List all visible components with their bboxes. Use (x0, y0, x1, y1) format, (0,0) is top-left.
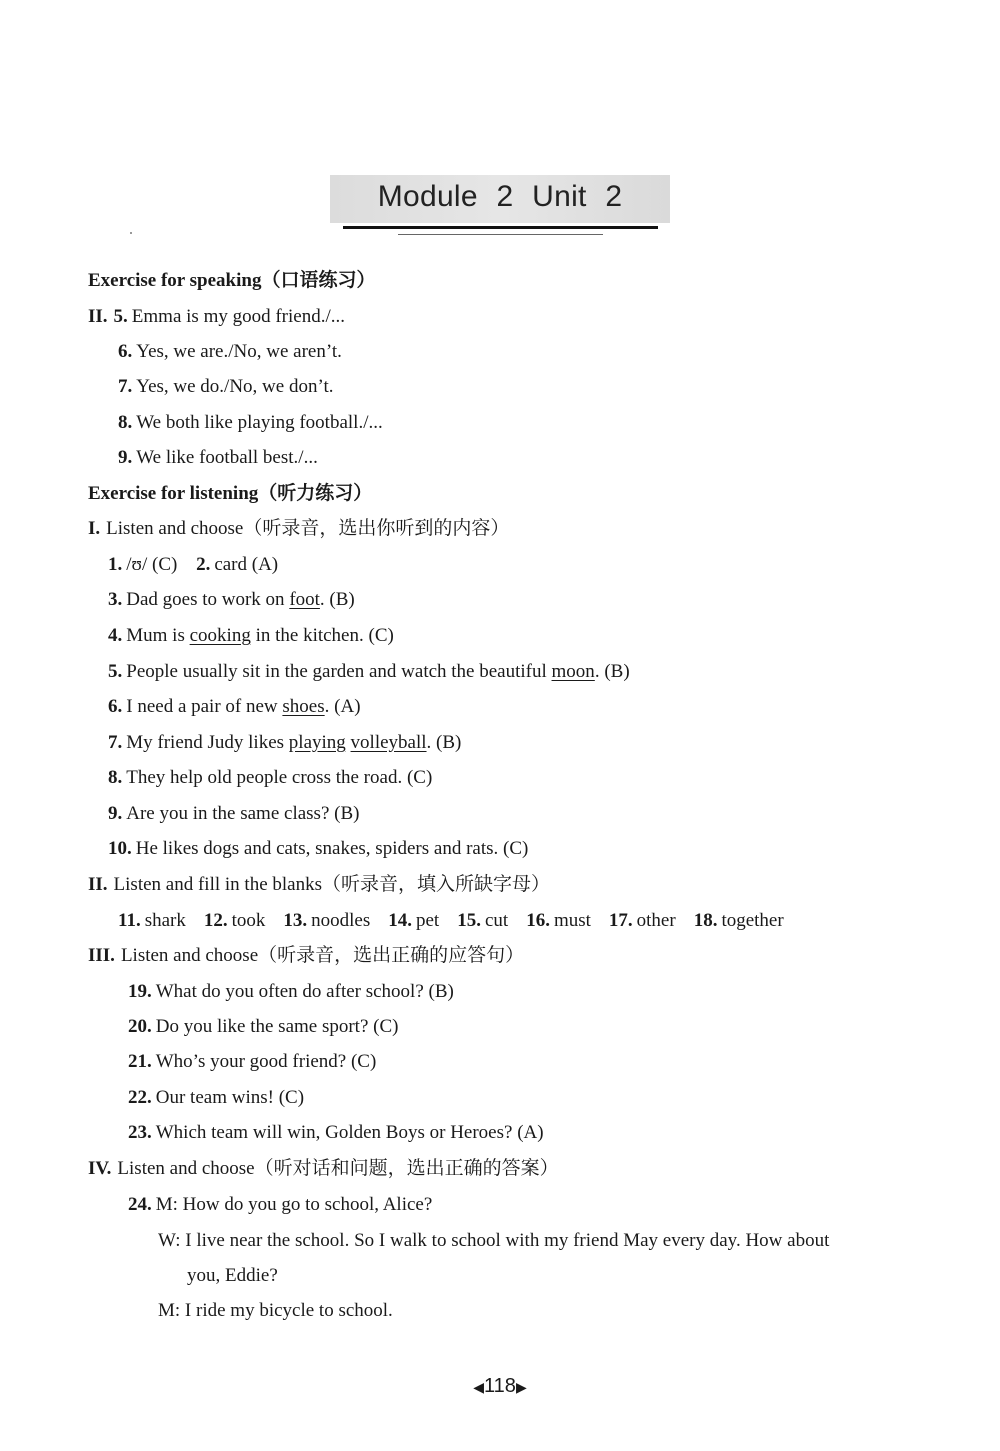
speaking-heading: Exercise for speaking（口语练习） (88, 270, 376, 291)
item-number: 15. (457, 910, 481, 931)
dialogue-line-4: M: I ride my bicycle to school. (158, 1300, 393, 1321)
item-text-end: . (B) (319, 589, 355, 610)
item-number: 11. (118, 910, 141, 931)
listening-item-6 (108, 695, 361, 719)
item-number: 9. (118, 447, 133, 468)
item-text-end: . (B) (594, 661, 630, 682)
title-underline (343, 226, 658, 229)
item-text: Emma is my good friend./... (131, 306, 345, 327)
underlined-word: volleyball (350, 732, 427, 753)
item-text: card (A) (214, 554, 279, 575)
underlined-word: playing (288, 732, 346, 753)
dialogue-line-3: you, Eddie? (187, 1265, 278, 1286)
item-number: 4. (108, 625, 123, 646)
blank-item-14 (388, 910, 439, 931)
blank-item-17 (609, 910, 676, 931)
blank-word: other (636, 910, 676, 931)
underlined-word: moon (551, 661, 595, 682)
item-number: 8. (118, 412, 133, 433)
item-text: We like football best./... (136, 447, 318, 468)
listening-item-21 (128, 1050, 376, 1074)
blank-item-15 (457, 910, 508, 931)
item-number: 13. (283, 910, 308, 931)
item-number: 23. (128, 1122, 152, 1143)
listening-item-10 (108, 837, 528, 861)
item-number: 2. (196, 554, 211, 575)
item-number: 12. (203, 910, 228, 931)
speaking-item-8 (118, 411, 383, 435)
blank-item-16 (526, 910, 591, 931)
item-number: 1. (108, 554, 123, 575)
fill-blanks-row (118, 909, 802, 933)
listening-item-19 (128, 980, 454, 1004)
item-number: 7. (118, 376, 133, 397)
item-number: 5. (108, 661, 123, 682)
listening-item-3 (108, 588, 355, 612)
item-number: 16. (526, 910, 550, 931)
underlined-word: shoes (282, 696, 325, 717)
title-underline-thin (398, 234, 603, 235)
item-text: We both like playing football./... (136, 412, 383, 433)
listening-item-23 (128, 1121, 544, 1145)
item-number: 10. (108, 838, 132, 859)
item-text: Do you like the same sport? (C) (155, 1016, 399, 1037)
print-speck (130, 232, 132, 234)
listening-item-8 (108, 766, 432, 790)
speaking-item-6 (118, 340, 342, 364)
blank-word: cut (484, 910, 509, 931)
item-number: 22. (128, 1087, 152, 1108)
right-triangle-icon: ▶ (515, 1379, 527, 1395)
instruction-text: Listen and fill in the blanks（听录音，填入所缺字母） (113, 874, 550, 895)
item-number: 6. (108, 696, 123, 717)
underlined-word: foot (289, 589, 320, 610)
listening-item-4 (108, 624, 394, 648)
listening-item-7 (108, 731, 461, 755)
blank-word: noodles (311, 910, 371, 931)
item-text: Mum is (126, 625, 190, 646)
instruction-text: Listen and choose（听录音，选出你听到的内容） (106, 518, 510, 539)
blank-word: together (721, 910, 784, 931)
listening-heading: Exercise for listening（听力练习） (88, 483, 373, 504)
speaking-item-5 (88, 305, 345, 329)
item-text-end: . (B) (426, 732, 462, 753)
blank-item-11 (118, 910, 186, 931)
item-text: Which team will win, Golden Boys or Heroes? (A) (155, 1122, 544, 1143)
item-number: 24. (128, 1194, 152, 1215)
item-number: 6. (118, 341, 133, 362)
item-text: Dad goes to work on (126, 589, 290, 610)
item-text: Yes, we are./No, we aren’t. (136, 341, 342, 362)
item-number: 21. (128, 1051, 152, 1072)
item-number: 19. (128, 981, 152, 1002)
listening-part2-instruction (88, 873, 550, 897)
page-number (0, 1375, 1000, 1398)
listening-part3-instruction (88, 944, 524, 968)
section-roman: I. (88, 518, 101, 539)
dialogue-line-1 (128, 1193, 432, 1217)
item-number: 3. (108, 589, 123, 610)
section-roman: IV. (88, 1158, 112, 1179)
blank-word: took (231, 910, 266, 931)
blank-item-12 (204, 910, 266, 931)
section-roman: II. (88, 874, 108, 895)
underlined-word: cooking (189, 625, 251, 646)
item-text: People usually sit in the garden and watch the beautiful (126, 661, 552, 682)
listening-item-9 (108, 802, 359, 826)
listening-item-22 (128, 1086, 304, 1110)
listening-part4-instruction (88, 1157, 559, 1181)
blank-item-13 (283, 910, 370, 931)
listening-item-20 (128, 1015, 398, 1039)
dialogue-line-2: W: I live near the school. So I walk to school with my friend May every day. How about (158, 1230, 830, 1251)
item-number: 9. (108, 803, 123, 824)
item-text: What do you often do after school? (B) (155, 981, 454, 1002)
speaking-item-9 (118, 446, 318, 470)
section-roman: III. (88, 945, 115, 966)
blank-word: must (553, 910, 591, 931)
item-number: 5. (113, 306, 128, 327)
speaking-item-7 (118, 375, 333, 399)
item-text: /ʊ/ (C) (126, 554, 178, 575)
item-text-end: in the kitchen. (C) (250, 625, 394, 646)
item-text-end: . (A) (324, 696, 361, 717)
dialogue-text: M: How do you go to school, Alice? (155, 1194, 433, 1215)
item-text: Our team wins! (C) (155, 1087, 305, 1108)
section-roman: II. (88, 306, 108, 327)
item-text: He likes dogs and cats, snakes, spiders and rats. (C) (135, 838, 529, 859)
item-text: Who’s your good friend? (C) (155, 1051, 377, 1072)
instruction-text: Listen and choose（听对话和问题，选出正确的答案） (117, 1158, 559, 1179)
blank-item-18 (694, 910, 784, 931)
blank-word: shark (144, 910, 186, 931)
instruction-text: Listen and choose（听录音，选出正确的应答句） (120, 945, 525, 966)
item-number: 20. (128, 1016, 152, 1037)
item-text: Yes, we do./No, we don’t. (136, 376, 334, 397)
listening-item-5 (108, 660, 630, 684)
item-number: 14. (388, 910, 412, 931)
item-text: My friend Judy likes (126, 732, 289, 753)
listening-part1-instruction (88, 517, 509, 541)
blank-word: pet (416, 910, 440, 931)
item-text: Are you in the same class? (B) (126, 803, 360, 824)
item-text: They help old people cross the road. (C) (126, 767, 433, 788)
left-triangle-icon: ◀ (473, 1379, 485, 1395)
item-number: 8. (108, 767, 123, 788)
page-number-text: 118 (484, 1375, 516, 1397)
item-number: 18. (693, 910, 718, 931)
item-number: 17. (608, 910, 633, 931)
item-number: 7. (108, 732, 123, 753)
page-title: Module 2 Unit 2 (377, 180, 623, 213)
item-text: I need a pair of new (126, 696, 283, 717)
listening-item-1-2 (108, 553, 278, 577)
